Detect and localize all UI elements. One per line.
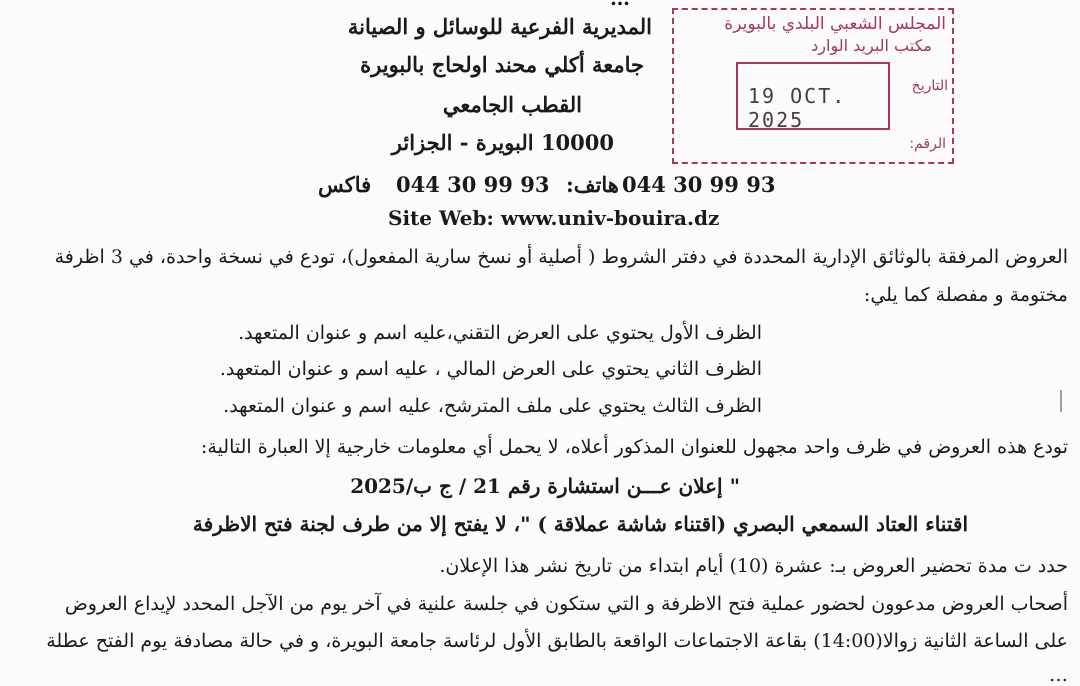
envelope-3-item: الظرف الثالث يحتوي على ملف المترشح، عليه اسم و عنوان المتعهد. (223, 395, 762, 417)
stamp-ref-label: الرقم: (909, 136, 946, 152)
fax-label: فاكس (318, 172, 372, 197)
sub-directorate-line: المديرية الفرعية للوسائل و الصيانة (347, 14, 652, 39)
reception-stamp (672, 8, 954, 164)
envelope-1-item: الظرف الأول يحتوي على العرض التقني،عليه اسم و عنوان المتعهد. (238, 322, 762, 344)
phone-label: هاتف: (566, 172, 619, 197)
stamp-subtitle: مكتب البريد الوارد (811, 36, 932, 55)
fax-number: 044 30 99 93 (396, 172, 550, 197)
paragraph-3-line-2: على الساعة الثانية زوالا(14:00) بقاعة الاجتماعات الواقعة بالطابق الأول لرئاسة جامعة البويرة، و في حالة مصادفة يوم الفتح عطلة (46, 630, 1068, 652)
envelope-2-item: الظرف الثاني يحتوي على العرض المالي ، عليه اسم و عنوان المتعهد. (219, 358, 762, 380)
stamp-date: 19 OCT. 2025 (748, 84, 847, 132)
paragraph-3-line-3-cutoff: … (1049, 664, 1068, 686)
header-cutoff-line (610, 0, 630, 10)
announcement-reference: " إعلان عـــن استشارة رقم 21 / ج ب/2025 (350, 474, 740, 498)
university-name-line: جامعة أكلي محند اولحاج بالبويرة (360, 52, 644, 77)
stamp-title: المجلس الشعبي البلدي بالبويرة (724, 14, 946, 34)
margin-mark (1060, 390, 1062, 412)
paragraph-1-line-1: العروض المرفقة بالوثائق الإدارية المحددة في دفتر الشروط ( أصلية أو نسخ سارية المفعول)، تودع في نسخة واحدة، في 3 اظرفة (54, 246, 1068, 268)
paragraph-2: تودع هذه العروض في ظرف واحد مجهول للعنوان المذكور أعلاه، لا يحمل أي معلومات خارجية إلا العبارة التالية: (200, 436, 1068, 458)
paragraph-3-line-1: أصحاب العروض مدعوون لحضور عملية فتح الاظرفة و التي ستكون في جلسة علنية في آخر يوم من الآجل المحدد لإيداع العروض (64, 593, 1068, 615)
stamp-date-box (736, 62, 890, 130)
address-line: 10000 البويرة - الجزائر (391, 130, 614, 155)
website-line: Site Web: www.univ-bouira.dz (388, 206, 720, 230)
preparation-duration: حدد ت مدة تحضير العروض بـ: عشرة (10) أيام ابتداء من تاريخ نشر هذا الإعلان. (439, 555, 1068, 577)
stamp-date-label: التاريخ (911, 78, 948, 94)
phone-number: 044 30 99 93 (622, 172, 776, 197)
campus-line: القطب الجامعي (442, 92, 582, 117)
paragraph-1-line-2: مختومة و مفصلة كما يلي: (863, 284, 1068, 306)
announcement-subject: اقتناء العتاد السمعي البصري (اقتناء شاشة عملاقة ) "، لا يفتح إلا من طرف لجنة فتح الاظرفة (192, 512, 968, 536)
